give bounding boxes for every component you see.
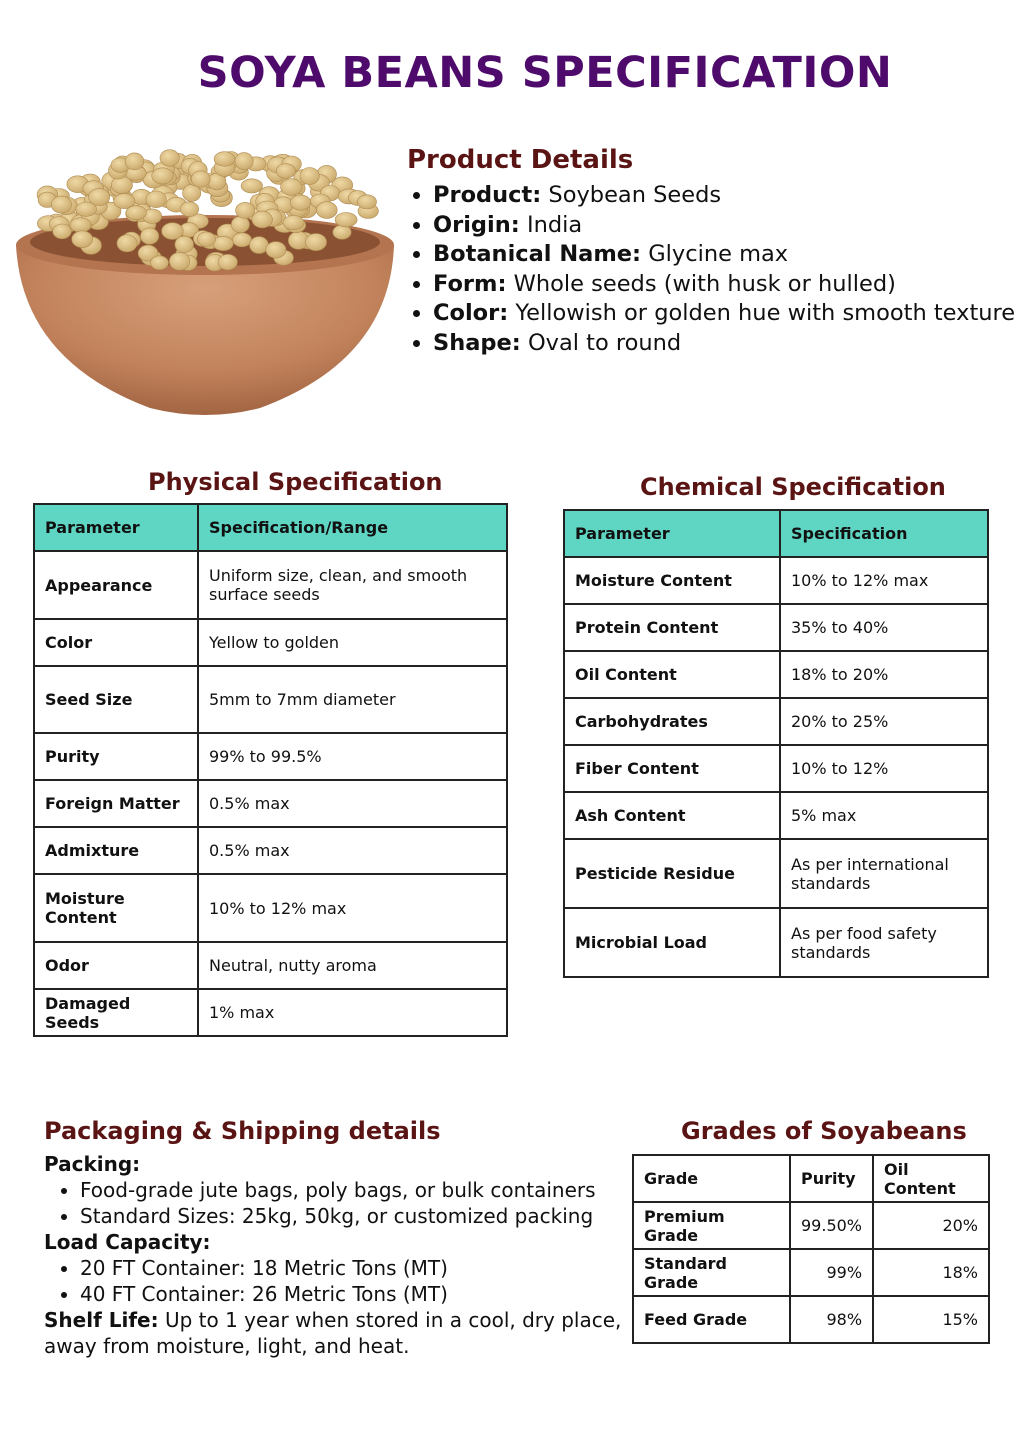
soybean-shape [252,211,273,228]
grades-header-purity: Purity [790,1155,873,1202]
param-cell: Moisture Content [34,874,198,942]
packing-item: • Standard Sizes: 25kg, 50kg, or customized packing [80,1203,634,1229]
soybean-shape [266,242,286,258]
table-row [34,827,507,874]
chemical-header-spec: Specification [780,510,988,557]
soybean-shape [151,256,169,270]
soybean-shape [152,168,174,184]
load-item: • 40 FT Container: 26 Metric Tons (MT) [80,1281,634,1307]
detail-value: Glycine max [648,241,789,267]
param-cell: Pesticide Residue [564,839,780,908]
detail-value: Oval to round [527,329,682,356]
soybean-shape [283,216,304,230]
shelf-life-text: Up to 1 year when stored in a cool, dry place, away from moisture, light, and heat. [44,1308,622,1358]
soybean-shape [72,231,93,248]
chemical-header-parameter: Parameter [564,510,780,557]
soybean-shape [236,202,255,218]
packing-label: Packing: [44,1152,141,1176]
soybean-shape [214,152,235,167]
soybean-shape [333,225,351,239]
load-item: • 20 FT Container: 18 Metric Tons (MT) [80,1255,634,1281]
soybean-shape [241,179,262,193]
spec-cell: 5% max [780,792,988,839]
table-row [564,908,988,977]
table-row [34,780,507,827]
table-row [34,733,507,780]
product-detail-item [433,329,1024,359]
detail-label: Origin: [433,211,520,238]
product-detail-item [433,270,1024,300]
param-cell: Carbohydrates [564,698,780,745]
soybean-shape [140,228,158,244]
table-row [564,745,988,792]
soybean-bowl-image [10,130,400,430]
soybean-shape [89,189,110,206]
purity-cell: 99.50% [790,1202,873,1249]
table-row [34,551,507,619]
soybean-shape [300,168,319,185]
product-details-heading: Product Details [407,145,634,175]
spec-cell: 10% to 12% [780,745,988,792]
shelf-life [44,1307,634,1359]
grades-heading: Grades of Soyabeans [681,1117,967,1145]
soybean-shape [51,196,71,213]
shelf-life-label: Shelf Life: [44,1308,159,1332]
bowl-illustration [10,130,400,430]
spec-cell: 18% to 20% [780,651,988,698]
soybean-shape [117,235,137,252]
soybean-shape [162,223,184,240]
oil-content-cell: 15% [873,1296,989,1343]
soybean-shape [53,224,72,239]
table-row [633,1249,989,1296]
physical-spec-heading: Physical Specification [148,468,443,496]
soybean-shape [358,195,377,209]
soybean-shape [281,179,303,196]
spec-cell: 1% max [198,989,507,1036]
packing-list [44,1177,634,1229]
page-title: SOYA BEANS SPECIFICATION [197,48,893,98]
spec-cell: 10% to 12% max [198,874,507,942]
detail-label: Botanical Name: [433,241,642,267]
table-row [34,874,507,942]
spec-cell: As per international standards [780,839,988,908]
table-row [34,666,507,733]
grades-header-grade: Grade [633,1155,790,1202]
packing-item: • Food-grade jute bags, poly bags, or bulk containers [80,1177,634,1203]
grade-cell: Premium Grade [633,1202,790,1249]
param-cell: Protein Content [564,604,780,651]
soybean-shape [316,202,337,219]
soybean-shape [276,164,295,179]
oil-content-cell: 18% [873,1249,989,1296]
param-cell: Microbial Load [564,908,780,977]
soybean-shape [305,234,326,251]
spec-cell: Neutral, nutty aroma [198,942,507,989]
spec-cell: As per food safety standards [780,908,988,977]
spec-cell: Yellow to golden [198,619,507,666]
product-detail-item [433,299,1024,329]
soybean-shape [146,191,166,208]
param-cell: Foreign Matter [34,780,198,827]
soybean-shape [335,213,357,227]
detail-label: Color: [433,300,509,326]
param-cell: Purity [34,733,198,780]
grade-cell: Standard Grade [633,1249,790,1296]
physical-spec-table [33,503,508,1037]
param-cell: Color [34,619,198,666]
load-capacity-list [44,1255,634,1307]
soybean-shape [180,202,198,217]
table-row [564,698,988,745]
product-detail-item [433,181,1024,211]
param-cell: Damaged Seeds [34,989,198,1036]
table-row [564,839,988,908]
soybean-shape [160,150,179,167]
soybean-shape [213,236,233,250]
soybean-shape [191,171,210,187]
spec-cell: 20% to 25% [780,698,988,745]
spec-cell: Uniform size, clean, and smooth surface seeds [198,551,507,619]
product-details [407,145,1024,358]
soybean-shape [290,195,310,210]
soybean-shape [125,153,144,170]
grades-table [632,1154,990,1344]
soybean-shape [232,233,251,247]
purity-cell: 99% [790,1249,873,1296]
detail-value: Yellowish or golden hue with smooth texture [515,300,1016,326]
param-cell: Appearance [34,551,198,619]
soybean-shape [218,254,237,270]
chemical-spec-heading: Chemical Specification [640,473,946,501]
param-cell: Admixture [34,827,198,874]
param-cell: Fiber Content [564,745,780,792]
table-row [34,989,507,1036]
detail-label: Form: [433,270,507,297]
table-row [564,651,988,698]
grades-header-oil: Oil Content [873,1155,989,1202]
soybean-shape [169,252,190,270]
grade-cell: Feed Grade [633,1296,790,1343]
detail-value: India [526,211,583,238]
physical-header-spec: Specification/Range [198,504,507,551]
soybean-shape [197,232,215,246]
chemical-spec-table [563,509,989,978]
param-cell: Ash Content [564,792,780,839]
product-detail-item [433,211,1024,241]
product-details-list [407,181,1024,358]
purity-cell: 98% [790,1296,873,1343]
table-row [564,604,988,651]
spec-cell: 5mm to 7mm diameter [198,666,507,733]
param-cell: Oil Content [564,651,780,698]
detail-value: Soybean Seeds [548,182,722,208]
table-row [564,792,988,839]
soybean-shape [126,206,146,220]
soybean-shape [70,218,91,232]
param-cell: Moisture Content [564,557,780,604]
product-detail-item [433,240,1024,270]
oil-content-cell: 20% [873,1202,989,1249]
packaging-section [44,1117,634,1359]
spec-cell: 99% to 99.5% [198,733,507,780]
spec-cell: 10% to 12% max [780,557,988,604]
spec-cell: 0.5% max [198,780,507,827]
spec-cell: 0.5% max [198,827,507,874]
table-row [34,619,507,666]
param-cell: Odor [34,942,198,989]
detail-label: Shape: [433,329,521,356]
soybean-shape [111,177,132,194]
physical-header-parameter: Parameter [34,504,198,551]
table-row [633,1296,989,1343]
table-row [564,557,988,604]
load-capacity-label: Load Capacity: [44,1230,211,1254]
table-row [633,1202,989,1249]
param-cell: Seed Size [34,666,198,733]
detail-value: Whole seeds (with husk or hulled) [513,270,896,297]
soybean-shape [231,216,249,232]
table-row [34,942,507,989]
spec-cell: 35% to 40% [780,604,988,651]
detail-label: Product: [433,182,542,208]
packaging-heading: Packaging & Shipping details [44,1117,441,1145]
soybean-shape [235,153,253,170]
